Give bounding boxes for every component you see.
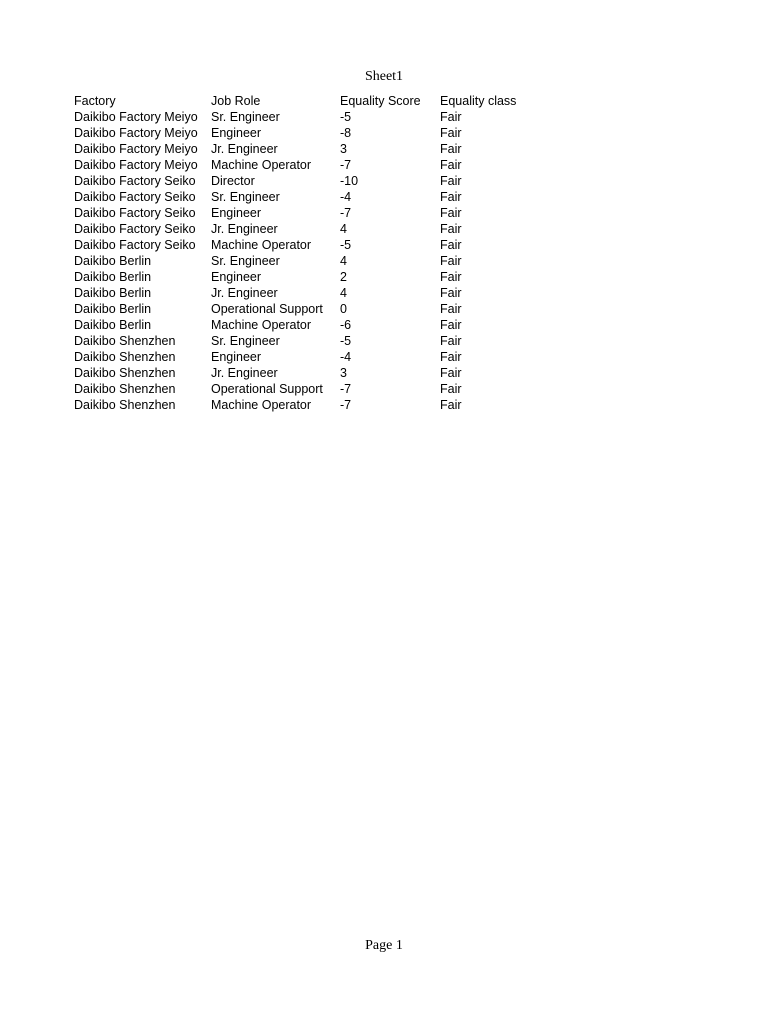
- cell-factory: Daikibo Shenzhen: [74, 350, 176, 364]
- cell-factory: Daikibo Berlin: [74, 254, 152, 268]
- table-row: [72, 109, 548, 125]
- table-row: [72, 173, 548, 189]
- cell-equality-score: 0: [340, 302, 347, 316]
- cell-job-role: Sr. Engineer: [211, 110, 280, 124]
- cell-factory: Daikibo Factory Seiko: [74, 190, 196, 204]
- cell-equality-score: -4: [340, 350, 352, 364]
- cell-equality-class: Fair: [440, 382, 462, 396]
- table-row: [72, 253, 548, 269]
- cell-equality-score: 4: [340, 254, 347, 268]
- header-equality-score: Equality Score: [340, 94, 421, 108]
- data-table: [72, 93, 548, 413]
- table-row: [72, 365, 548, 381]
- cell-factory: Daikibo Factory Meiyo: [74, 110, 198, 124]
- cell-equality-class: Fair: [440, 334, 462, 348]
- cell-factory: Daikibo Factory Meiyo: [74, 126, 198, 140]
- cell-factory: Daikibo Shenzhen: [74, 382, 176, 396]
- cell-equality-class: Fair: [440, 398, 462, 412]
- cell-equality-class: Fair: [440, 302, 462, 316]
- cell-equality-class: Fair: [440, 238, 462, 252]
- cell-job-role: Jr. Engineer: [211, 222, 278, 236]
- cell-equality-class: Fair: [440, 110, 462, 124]
- cell-equality-class: Fair: [440, 158, 462, 172]
- cell-equality-score: -7: [340, 398, 352, 412]
- cell-equality-score: -5: [340, 238, 352, 252]
- cell-factory: Daikibo Shenzhen: [74, 334, 176, 348]
- cell-equality-class: Fair: [440, 206, 462, 220]
- cell-equality-class: Fair: [440, 318, 462, 332]
- sheet-title: Sheet1: [364, 69, 404, 84]
- cell-job-role: Sr. Engineer: [211, 190, 280, 204]
- cell-job-role: Director: [211, 174, 255, 188]
- cell-equality-class: Fair: [440, 174, 462, 188]
- cell-factory: Daikibo Factory Seiko: [74, 222, 196, 236]
- table-row: [72, 125, 548, 141]
- cell-equality-class: Fair: [440, 286, 462, 300]
- cell-factory: Daikibo Factory Seiko: [74, 206, 196, 220]
- cell-factory: Daikibo Berlin: [74, 302, 152, 316]
- cell-job-role: Machine Operator: [211, 158, 312, 172]
- table-row: [72, 157, 548, 173]
- cell-job-role: Engineer: [211, 206, 262, 220]
- table-row: [72, 189, 548, 205]
- cell-job-role: Machine Operator: [211, 318, 312, 332]
- cell-equality-class: Fair: [440, 142, 462, 156]
- cell-job-role: Operational Support: [211, 302, 323, 316]
- cell-job-role: Operational Support: [211, 382, 323, 396]
- cell-equality-score: 2: [340, 270, 347, 284]
- cell-equality-score: -4: [340, 190, 352, 204]
- cell-factory: Daikibo Shenzhen: [74, 398, 176, 412]
- cell-equality-score: -7: [340, 382, 352, 396]
- cell-equality-score: -7: [340, 158, 352, 172]
- table-row: [72, 397, 548, 413]
- table-row: [72, 317, 548, 333]
- cell-equality-score: -6: [340, 318, 352, 332]
- cell-equality-score: -7: [340, 206, 352, 220]
- header-factory: Factory: [74, 94, 116, 108]
- cell-equality-score: -5: [340, 110, 352, 124]
- cell-factory: Daikibo Factory Meiyo: [74, 142, 198, 156]
- cell-equality-class: Fair: [440, 254, 462, 268]
- cell-job-role: Jr. Engineer: [211, 286, 278, 300]
- table-body: [72, 109, 548, 413]
- cell-equality-score: 3: [340, 142, 347, 156]
- table-row: [72, 269, 548, 285]
- cell-factory: Daikibo Berlin: [74, 270, 152, 284]
- header-row: [72, 93, 548, 109]
- cell-factory: Daikibo Factory Seiko: [74, 238, 196, 252]
- cell-equality-score: 3: [340, 366, 347, 380]
- cell-equality-class: Fair: [440, 126, 462, 140]
- table-row: [72, 349, 548, 365]
- cell-equality-score: -8: [340, 126, 352, 140]
- page-footer: Page 1: [365, 938, 403, 953]
- cell-job-role: Jr. Engineer: [211, 366, 278, 380]
- cell-equality-class: Fair: [440, 222, 462, 236]
- header-equality-class: Equality class: [440, 94, 517, 108]
- table-row: [72, 333, 548, 349]
- table-row: [72, 301, 548, 317]
- cell-equality-class: Fair: [440, 350, 462, 364]
- cell-equality-score: 4: [340, 222, 347, 236]
- cell-equality-score: -5: [340, 334, 352, 348]
- cell-factory: Daikibo Berlin: [74, 318, 152, 332]
- cell-job-role: Machine Operator: [211, 398, 312, 412]
- cell-job-role: Engineer: [211, 270, 262, 284]
- cell-job-role: Engineer: [211, 350, 262, 364]
- cell-job-role: Machine Operator: [211, 238, 312, 252]
- table-row: [72, 285, 548, 301]
- cell-job-role: Sr. Engineer: [211, 254, 280, 268]
- header-job-role: Job Role: [211, 94, 261, 108]
- table-row: [72, 205, 548, 221]
- cell-equality-class: Fair: [440, 366, 462, 380]
- cell-job-role: Engineer: [211, 126, 262, 140]
- cell-equality-class: Fair: [440, 190, 462, 204]
- cell-factory: Daikibo Berlin: [74, 286, 152, 300]
- cell-job-role: Sr. Engineer: [211, 334, 280, 348]
- cell-equality-score: -10: [340, 174, 359, 188]
- cell-equality-class: Fair: [440, 270, 462, 284]
- table-row: [72, 221, 548, 237]
- cell-factory: Daikibo Factory Meiyo: [74, 158, 198, 172]
- cell-factory: Daikibo Factory Seiko: [74, 174, 196, 188]
- table-row: [72, 381, 548, 397]
- table-row: [72, 141, 548, 157]
- cell-job-role: Jr. Engineer: [211, 142, 278, 156]
- table-row: [72, 237, 548, 253]
- cell-equality-score: 4: [340, 286, 347, 300]
- cell-factory: Daikibo Shenzhen: [74, 366, 176, 380]
